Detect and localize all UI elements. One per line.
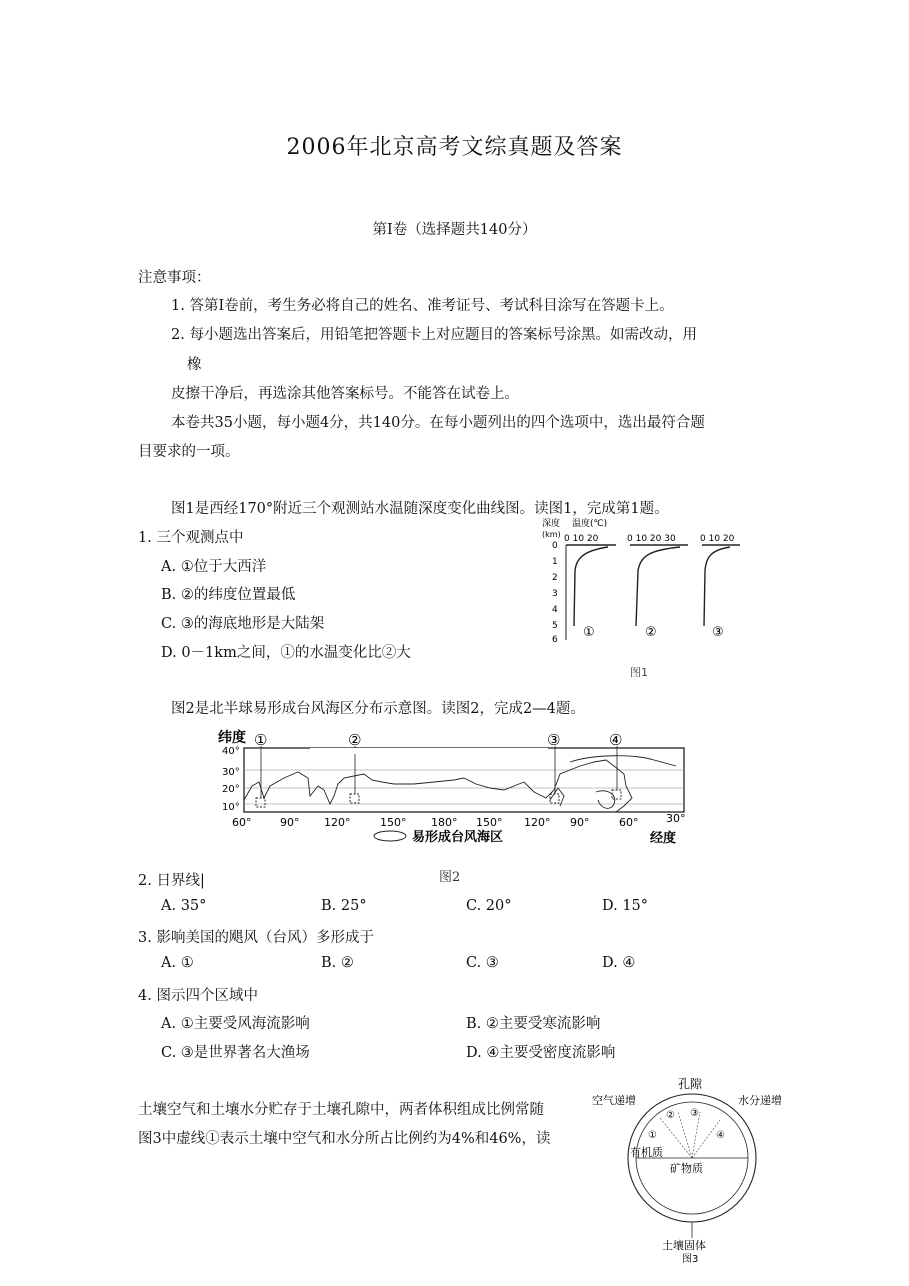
lat-tick: 40° (222, 746, 240, 757)
section-title: 第Ⅰ卷（选择题共140分） (372, 222, 537, 238)
notes-heading: 注意事项： (138, 270, 211, 286)
q3-option-c: C. ③ (466, 955, 499, 971)
fig3-n2: ② (666, 1110, 675, 1121)
fig2-marker-1: ① (254, 731, 268, 749)
fig2-region-2 (350, 794, 359, 803)
fig2-marker-2: ② (348, 731, 362, 749)
q1-option-d: D. 0－1km之间，①的水温变化比②大 (161, 645, 411, 661)
q3-option-b: B. ② (321, 955, 354, 971)
fig1-curve-2 (636, 547, 680, 626)
fig1-curve-1 (574, 547, 608, 626)
depth-tick: 0 (552, 541, 558, 551)
fig1-temp-label: 温度(℃) (572, 519, 608, 529)
q2-option-a: A. 35° (161, 898, 207, 914)
depth-tick: 2 (552, 573, 558, 583)
summary-line-1: 本卷共35小题，每小题4分，共140分。在每小题列出的四个选项中，选出最符合题 (171, 415, 705, 431)
fig1-depth-label: 深度 (542, 519, 561, 529)
depth-tick: 6 (552, 635, 558, 645)
fig1-station-1: ① (583, 625, 595, 640)
q1-stem: 1. 三个观测点中 (138, 530, 244, 546)
fig2-region-4 (612, 790, 621, 799)
lat-tick: 30° (222, 767, 240, 778)
soil-text-line-2: 图3中虚线①表示土壤中空气和水分所占比例约为4%和46%，读 (138, 1131, 551, 1147)
note-item-1: 1. 答第Ⅰ卷前，考生务必将自己的姓名、准考证号、考试科目涂写在答题卡上。 (171, 298, 674, 314)
fig1-depth-ticks (552, 541, 558, 645)
lon-tick: 90° (280, 816, 300, 829)
q1-option-b: B. ②的纬度位置最低 (161, 587, 296, 603)
fig3-organic-label: 有机质 (630, 1146, 663, 1159)
q4-option-b: B. ②主要受寒流影响 (466, 1016, 601, 1032)
lon-tick: 150° (476, 816, 503, 829)
figure-3-soil-composition (590, 1072, 794, 1264)
lon-tick: 30° (666, 812, 686, 825)
fig2-marker-3: ③ (547, 731, 561, 749)
lon-tick: 180° (431, 816, 458, 829)
lon-tick: 150° (380, 816, 407, 829)
q4-option-c: C. ③是世界著名大渔场 (161, 1045, 310, 1061)
fig3-solid-label: 土壤固体 (662, 1239, 706, 1252)
fig2-label-gap-left (310, 748, 450, 754)
fig1-caption: 图1 (630, 666, 648, 679)
soil-text-line-1: 土壤空气和土壤水分贮存于土壤孔隙中，两者体积组成比例常随 (138, 1102, 544, 1118)
fig1-ticks-1: 0 10 20 (564, 534, 599, 544)
q2-option-c: C. 20° (466, 898, 512, 914)
fig3-n3: ③ (690, 1108, 699, 1119)
fig2-region-1 (256, 798, 265, 807)
fig2-lat-ticks (222, 746, 240, 813)
q4-option-d: D. ④主要受密度流影响 (466, 1045, 616, 1061)
q3-option-a: A. ① (161, 955, 194, 971)
fig2-legend-label: 易形成台风海区 (412, 830, 504, 845)
fig3-pore-label: 孔隙 (678, 1077, 703, 1091)
fig2-lon-ticks (232, 812, 686, 829)
depth-tick: 3 (552, 589, 558, 599)
figure-1-water-temperature (540, 516, 750, 682)
depth-tick: 4 (552, 605, 558, 615)
fig1-curve-3 (704, 547, 730, 626)
q1-option-c: C. ③的海底地形是大陆架 (161, 616, 325, 632)
fig3-n1: ① (648, 1130, 657, 1141)
q3-stem: 3. 影响美国的飓风（台风）多形成于 (138, 930, 374, 946)
fig1-intro: 图1是西经170°附近三个观测站水温随深度变化曲线图。读图1，完成第1题。 (171, 501, 669, 517)
fig2-lat-label: 纬度 (218, 730, 246, 746)
lon-tick: 60° (232, 816, 252, 829)
lon-tick: 120° (524, 816, 551, 829)
summary-line-2: 目要求的一项。 (138, 444, 240, 460)
note-item-2-wrap: 橡 (187, 357, 202, 373)
note-item-2: 2. 每小题选出答案后，用铅笔把答题卡上对应题目的答案标号涂黑。如需改动，用 (171, 327, 697, 343)
q2-option-b: B. 25° (321, 898, 367, 914)
fig2-label-gap-right (448, 748, 548, 754)
q4-option-a: A. ①主要受风海流影响 (161, 1016, 310, 1032)
depth-tick: 1 (552, 557, 558, 567)
q1-option-a: A. ①位于大西洋 (161, 559, 267, 575)
fig3-air-label: 空气递增 (592, 1094, 636, 1107)
q4-stem: 4. 图示四个区域中 (138, 988, 258, 1004)
lat-tick: 20° (222, 784, 240, 795)
lon-tick: 60° (619, 816, 639, 829)
page-title: 2006年北京高考文综真题及答案 (286, 135, 623, 160)
fig1-ticks-2: 0 10 20 30 (627, 534, 676, 544)
depth-tick: 5 (552, 621, 558, 631)
fig1-depth-unit: (km) (542, 530, 561, 539)
fig2-marker-4: ④ (609, 731, 623, 749)
figure-2-typhoon-regions (214, 726, 694, 848)
fig2-map-frame (244, 748, 684, 812)
fig2-intro: 图2是北半球易形成台风海区分布示意图。读图2，完成2—4题。 (171, 701, 585, 717)
note-item-2-cont: 皮擦干净后，再选涂其他答案标号。不能答在试卷上。 (171, 386, 519, 402)
fig2-legend-symbol (374, 831, 406, 841)
fig1-ticks-3: 0 10 20 (700, 534, 735, 544)
fig3-mineral-label: 矿物质 (670, 1162, 703, 1175)
fig1-station-3: ③ (712, 625, 724, 640)
fig3-n4: ④ (716, 1130, 725, 1141)
q2-stem: 2. 日界线| (138, 873, 205, 889)
q2-option-d: D. 15° (602, 898, 649, 914)
lon-tick: 120° (324, 816, 351, 829)
fig1-station-2: ② (645, 625, 657, 640)
lat-tick: 10° (222, 802, 240, 813)
fig3-caption: 图3 (682, 1254, 699, 1264)
fig3-water-label: 水分递增 (738, 1094, 782, 1107)
lon-tick: 90° (570, 816, 590, 829)
fig2-lon-label: 经度 (650, 831, 677, 846)
fig2-caption: 图2 (439, 870, 461, 885)
q3-option-d: D. ④ (602, 955, 636, 971)
